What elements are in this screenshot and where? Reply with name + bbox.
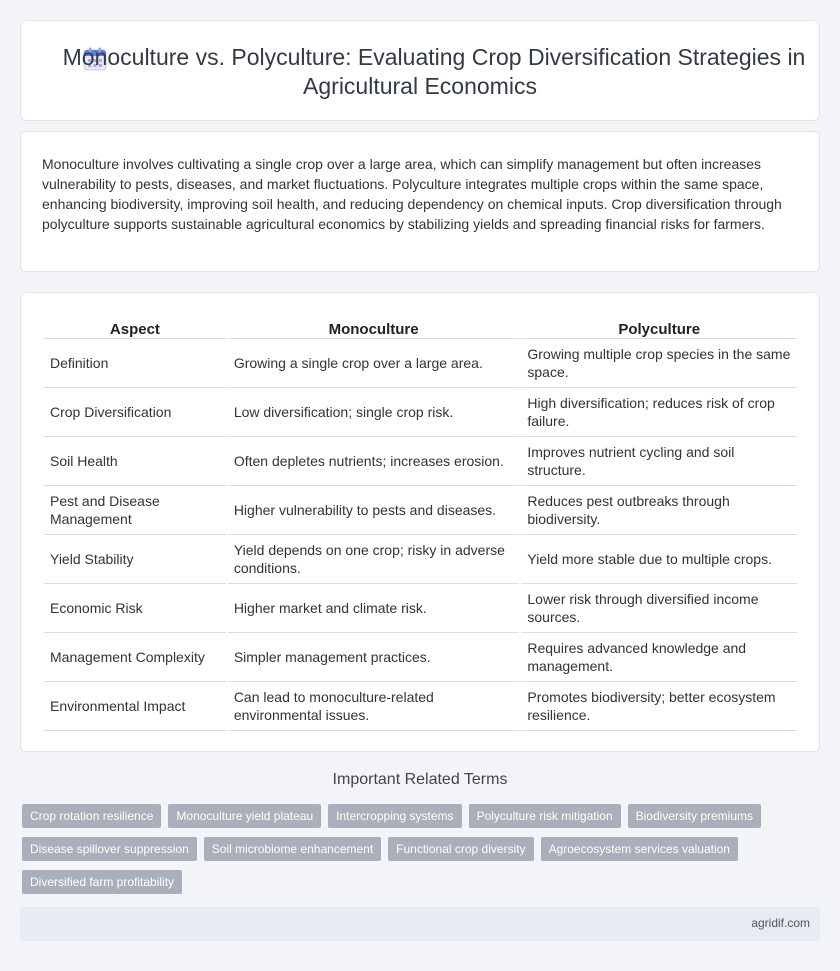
cell-aspect: Management Complexity — [44, 633, 226, 682]
cell-aspect: Yield Stability — [44, 535, 226, 584]
table-row — [44, 682, 797, 731]
cell-polyculture: Improves nutrient cycling and soil structure. — [521, 437, 797, 486]
cell-monoculture: Growing a single crop over a large area. — [228, 339, 520, 388]
cell-polyculture: Lower risk through diversified income sources. — [521, 584, 797, 633]
cell-polyculture: Promotes biodiversity; better ecosystem resilience. — [521, 682, 797, 731]
related-term-tag[interactable]: Functional crop diversity — [388, 837, 533, 861]
header-monoculture: Monoculture — [228, 313, 520, 339]
footer — [20, 907, 820, 941]
cell-aspect: Crop Diversification — [44, 388, 226, 437]
cell-aspect: Soil Health — [44, 437, 226, 486]
cell-aspect: Definition — [44, 339, 226, 388]
cell-monoculture: Yield depends on one crop; risky in adverse conditions. — [228, 535, 520, 584]
comparison-card — [20, 292, 820, 752]
related-term-tag[interactable]: Polyculture risk mitigation — [469, 804, 621, 828]
cell-polyculture: Reduces pest outbreaks through biodiversity. — [521, 486, 797, 535]
cell-polyculture: Requires advanced knowledge and management. — [521, 633, 797, 682]
cell-monoculture: Simpler management practices. — [228, 633, 520, 682]
related-term-tag[interactable]: Agroecosystem services valuation — [541, 837, 738, 861]
related-term-tag[interactable]: Monoculture yield plateau — [168, 804, 321, 828]
table-row — [44, 486, 797, 535]
table-row — [44, 584, 797, 633]
header-aspect: Aspect — [44, 313, 226, 339]
related-term-tag[interactable]: Crop rotation resilience — [22, 804, 161, 828]
cell-aspect: Economic Risk — [44, 584, 226, 633]
related-terms-list — [22, 804, 818, 894]
related-term-tag[interactable]: Biodiversity premiums — [628, 804, 761, 828]
related-term-tag[interactable]: Diversified farm profitability — [22, 870, 182, 894]
cell-aspect: Pest and Disease Management — [44, 486, 226, 535]
intro-card — [20, 131, 820, 272]
cell-polyculture: Growing multiple crop species in the same space. — [521, 339, 797, 388]
page-title: Monoculture vs. Polyculture: Evaluating Crop Diversification Strategies in Agricultural Economics — [62, 44, 806, 99]
table-row — [44, 339, 797, 388]
cell-monoculture: Low diversification; single crop risk. — [228, 388, 520, 437]
header-polyculture: Polyculture — [521, 313, 797, 339]
table-row — [44, 437, 797, 486]
cell-monoculture: Higher market and climate risk. — [228, 584, 520, 633]
related-terms-title: Important Related Terms — [332, 771, 508, 788]
table-row — [44, 388, 797, 437]
cell-monoculture: Often depletes nutrients; increases erosion. — [228, 437, 520, 486]
table-row — [44, 535, 797, 584]
related-term-tag[interactable]: Disease spillover suppression — [22, 837, 197, 861]
cell-polyculture: Yield more stable due to multiple crops. — [521, 535, 797, 584]
comparison-table — [42, 313, 799, 731]
header-card — [20, 20, 820, 121]
cell-polyculture: High diversification; reduces risk of crop failure. — [521, 388, 797, 437]
cell-monoculture: Higher vulnerability to pests and diseases. — [228, 486, 520, 535]
footer-site-link[interactable]: agridif.com — [751, 916, 810, 930]
table-row — [44, 633, 797, 682]
cell-monoculture: Can lead to monoculture-related environmental issues. — [228, 682, 520, 731]
intro-text: Monoculture involves cultivating a single crop over a large area, which can simplify management but often increases vulnerability to pests, diseases, and market fluctuations. Polyculture integrates multiple crops within the same space, enhancing biodiversity, improving soil health, and reducing dependency on chemical inputs. Crop diversification through polyculture supports sustainable agricultural economics by stabilizing yields and spreading financial risks for farmers. — [42, 156, 782, 232]
related-term-tag[interactable]: Soil microbiome enhancement — [204, 837, 381, 861]
table-header-row — [44, 313, 797, 339]
related-term-tag[interactable]: Intercropping systems — [328, 804, 461, 828]
cell-aspect: Environmental Impact — [44, 682, 226, 731]
